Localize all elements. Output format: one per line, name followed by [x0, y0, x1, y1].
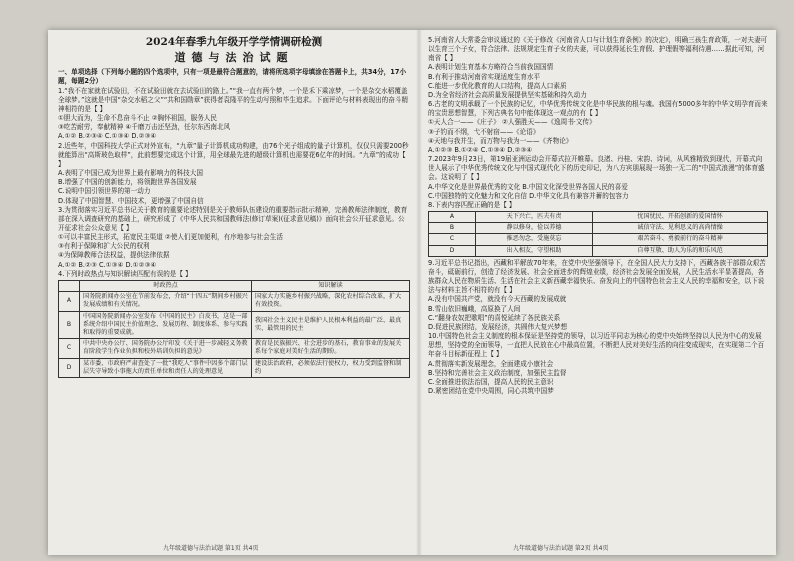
- table-header-cell: 时政热点: [80, 280, 252, 291]
- table-cell: C: [429, 234, 476, 245]
- page-fold: [416, 30, 422, 555]
- question-5: 5.河南省人大常委会审议通过的《关于修改《河南省人口与计划生育条例》的决定》，明确三孩生育政策，一对夫妻可以生育三个子女，符合法律、法规规定生育子女的夫妻，可以获得延长生育假、护理假等福利待遇……据此可知，河南省【 】: [428, 36, 768, 63]
- table-cell: 诚信守法、见利思义的高尚情操: [593, 223, 768, 234]
- table-cell: 自尊互敬、助人为乐的和乐风范: [593, 245, 768, 256]
- q2-option-a: A.表明了中国已成为世界上最有影响力的科技大国: [58, 169, 203, 178]
- q5-option-c: C.能进一步优化教育的人口结构，提高人口素质: [428, 81, 567, 90]
- question-3: 3.为贯彻落实习近平总书记关于教育的重要论述特别是关于教师队伍建设的重要指示批示精神，完善教师法律制度，教育部在深入调查研究的基础上，研究形成了《中华人民共和国教师法(修订草案)(征求意见稿)》面向社会公开征求意见。公开征求社会公众意见【 】: [58, 205, 408, 232]
- table-header-cell: [59, 280, 80, 291]
- q1-statements-b: ③吃苦耐劳，奉献精神 ④千磨万击还坚劲，任尔东西南北风: [58, 123, 231, 132]
- q1-statements-a: ①胆大而为，生命不息奋斗不止 ②胸怀祖国，服务人民: [58, 114, 217, 123]
- q9-option-c: C.“翻身农奴把歌唱”的喜悦延续了各民族关系: [428, 313, 561, 322]
- q9-option-b: B.雪山依旧巍峨，高原换了人间: [428, 304, 521, 313]
- table-cell: C: [59, 339, 80, 358]
- question-7: 7.2023年9月23日，第19届亚洲运动会开幕式拉开帷幕。良渚、丹桂、宋韵、诗词，从风雅精致到现代，开幕式向世人展示了中华优秀传统文化与中国式现代化下的历史印记，为八方宾朋展现一场独一无二的“中国式浪漫”的体育盛会。这说明了【 】: [428, 155, 765, 182]
- q8-table: [428, 211, 768, 257]
- q3-options: A.①② B.②③ C.①③④ D.①②③④: [58, 260, 157, 269]
- table-cell: 国家大力实施乡村振兴战略，深化农村综合改革，扩大有效投资。: [252, 292, 410, 311]
- table-header-cell: 知识解读: [252, 280, 410, 291]
- question-4: 4.下列时政热点与知识解读匹配有误的是【 】: [58, 269, 192, 278]
- table-row: [59, 358, 410, 377]
- table-cell: 静以修身，俭以养德: [476, 223, 593, 234]
- q3-statements-c: ④为保障教师合法权益，提供法律依据: [58, 251, 170, 260]
- q2-option-d: D.体现了中国智慧、中国技术，更增强了中国自信: [58, 196, 204, 205]
- q10-option-c: C.全面推进依法治国，提高人民的民主意识: [428, 377, 554, 386]
- question-1: 1.“我不在家就在试验田，不在试验田就在去试验田的路上。”“我一直有两个梦，一个是禾下乘凉梦，一个是杂交水稻覆盖全球梦。”这就是中国“杂交水稻之父”“共和国勋章”获得者袁隆平的生动写照和毕生追求。下面评论与材料表现出的奋斗精神相符的是【 】: [58, 86, 409, 113]
- table-cell: 教育是民族振兴、社会进步的基石，教育事业的发展关系每个家庭对美好生活的期盼。: [252, 339, 410, 358]
- table-row: [59, 339, 410, 358]
- table-cell: 天下兴亡，匹夫有责: [476, 211, 593, 222]
- table-cell: 忧国忧民、开拓创新的爱国情怀: [593, 211, 768, 222]
- q6-quote-a: ①天人合一——《庄子》 ②人强胜天——《逸周书·文传》: [428, 118, 596, 127]
- table-cell: 艰苦奋斗、勇毅前行的奋斗精神: [593, 234, 768, 245]
- exam-title: 2024年春季九年级开学学情调研检测: [145, 36, 323, 48]
- table-cell: 中国国务院新闻办公室发布《中国的民主》白皮书，这是一部系统介绍中国民主价值理念、发展历程、制度体系、参与实践和取得的重要成就。: [80, 311, 252, 339]
- table-cell: A: [429, 211, 476, 222]
- q4-table: [58, 280, 410, 378]
- question-10: 10.中国特色社会主义制度的根本保证是坚持党的领导，以习近平同志为核心的党中央始终坚持以人民为中心的发展思想，坚持党的全面领导，一直把人民放在心中最高位置，不断把人民对美好生活的向往变成现实，在实现第二个百年奋斗目标新征程上【 】: [428, 332, 765, 359]
- q2-option-c: C.说明中国引领世界的第一动力: [58, 187, 151, 196]
- table-row: [429, 223, 768, 234]
- q6-quote-b: ③子钓而不纲，弋不射宿——《论语》: [428, 127, 540, 136]
- q6-quote-c: ④天地与我并生，而万物与我为一——《齐物论》: [428, 136, 573, 145]
- q10-option-a: A.贯彻落实新发展理念，全面建成小康社会: [428, 359, 554, 368]
- question-6: 6.古老的文明承载了一个民族的记忆，中华优秀传统文化是中华民族的根与魂。我国有5000多年的中华文明孕育而来的宝贵思想智慧，下列古典名句中能体现这一观点的有【 】: [428, 100, 768, 118]
- table-cell: 我国社会主义民主是维护人民根本利益的最广泛、最真实、最管用的民主: [252, 311, 410, 339]
- q3-statements-a: ①可以丰富民主形式，拓宽民主渠道 ②使人们更加便利，有序地参与社会生活: [58, 233, 283, 242]
- table-cell: A: [59, 292, 80, 311]
- table-row: [429, 245, 768, 256]
- q9-option-a: A.没有中国共产党，就没有今天西藏的发展成就: [428, 295, 567, 304]
- q9-option-d: D.促进民族团结，发展经济，共圆伟大复兴梦想: [428, 322, 568, 331]
- section-header: 一、单项选择（下列每小题的四个选项中，只有一项是最符合题意的，请将所选项字母填涂在答题卡上，共34分，17小题，每题2分）: [58, 68, 407, 86]
- exam-paper: [48, 30, 776, 555]
- table-row: [429, 234, 768, 245]
- table-row: [429, 211, 768, 222]
- q5-option-a: A.表明计划生育基本方略符合当前我国国情: [428, 63, 554, 72]
- table-row: [59, 311, 410, 339]
- q2-option-b: B.增强了中国的创新能力，将领跑世界各国发展: [58, 178, 197, 187]
- q7-options-ab: A.中华文化是世界最优秀的文化 B.中国文化深受世界各国人民的喜爱: [428, 182, 628, 191]
- table-cell: 出入相友，守望相助: [476, 245, 593, 256]
- table-cell: 国务院新闻办公室在节前发布会，介绍“十四五”期间乡村振兴发展成绩和有关情况。: [80, 292, 252, 311]
- q7-options-cd: C.中国独特的文化魅力和文化自信 D.中华文化具有兼容并蓄的包容力: [428, 191, 629, 200]
- table-cell: D: [59, 358, 80, 377]
- table-cell: B: [429, 223, 476, 234]
- page-footer-left: 九年级道德与法治试题 第1页 共4页: [163, 545, 259, 552]
- left-column: [58, 36, 410, 537]
- q5-option-d: D.为全省经济社会高质量发展提供坚实基础和持久动力: [428, 90, 587, 99]
- right-column: [428, 36, 768, 537]
- q5-option-b: B.有利于推动河南省实现适度生育水平: [428, 72, 541, 81]
- table-cell: 建设法治政府，必须依法行使权力，权力受到监督和制约: [252, 358, 410, 377]
- q1-options: A.①② B.②③④ C.①③④ D.②③④: [58, 132, 157, 141]
- q10-option-d: D.紧密团结在党中央周围，同心共筑中国梦: [428, 386, 554, 395]
- table-cell: B: [59, 311, 80, 339]
- q3-statements-b: ③有利于保障和扩大公民的权利: [58, 242, 150, 251]
- table-cell: 中共中央办公厅、国务院办公厅印发《关于进一步减轻义务教育阶段学生作业负担和校外培训负担的意见》: [80, 339, 252, 358]
- page-footer-right: 九年级道德与法治试题 第2页 共4页: [513, 545, 609, 552]
- q10-option-b: B.坚持和完善社会主义政治制度，加强民主监督: [428, 368, 567, 377]
- subject-title: 道德与法治试题: [174, 51, 294, 65]
- table-cell: D: [429, 245, 476, 256]
- table-cell: 某市委、市政府严肃查处了一批“我吃人”事件中因多个部门层层失守导致小事拖大的责任单位和责任人的处理意见: [80, 358, 252, 377]
- table-header-row: [59, 280, 410, 291]
- q6-options: A.①②③ B.①②④ C.①③④ D.②③④: [428, 145, 533, 154]
- question-8: 8.下表内容匹配正确的是【 】: [428, 200, 516, 209]
- question-9: 9.习近平总书记指出，西藏和平解放70年来，在党中央坚强领导下，在全国人民大力支持下，西藏各族干部群众艰苦奋斗，砥砺前行，创造了经济发展、社会全面进步的辉煌业绩，经济社会发展全面发展，人民生活水平显著提高，各族群众人民在物质生活、生活在社会主义新西藏幸福快乐、奋发向上的中国特色社会主义人民的幸福和安全，以下说法与材料主旨不相符的有【 】: [428, 258, 766, 295]
- table-row: [59, 292, 410, 311]
- table-cell: 推恶勿念，受施莫忘: [476, 234, 593, 245]
- question-2: 2.近些年，中国科技大学正式对外宣布，“九章”量子计算机成功构建，由76个光子组成的量子计算机，仅仅只需要200秒就能算出“高斯玻色取样”，此前想要完成这个计算，用全球最先进的超级计算机也需要花6亿年的时间。“九章”的成功【 】: [58, 141, 409, 168]
